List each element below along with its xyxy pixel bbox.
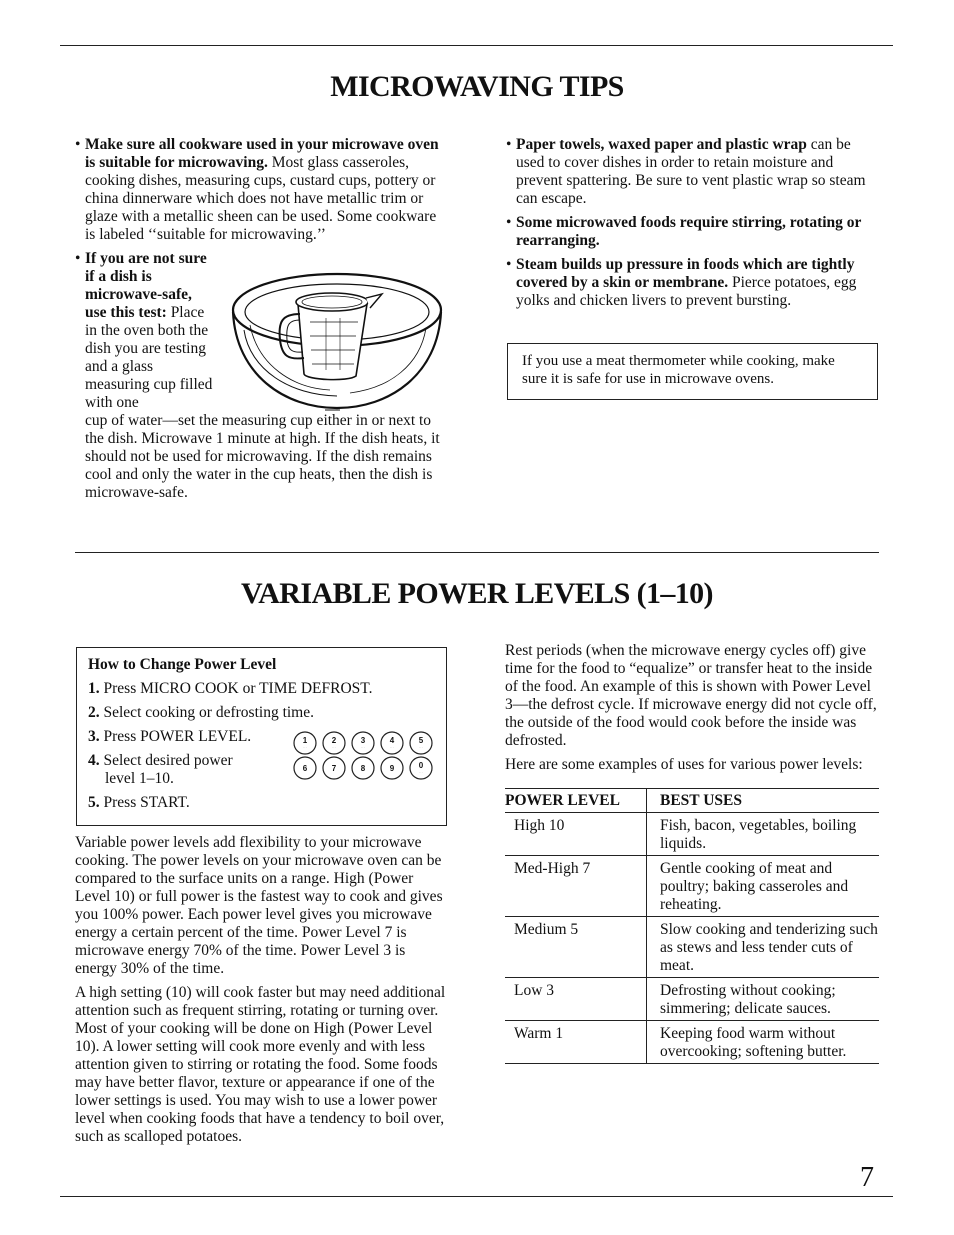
bullet-dot: •	[75, 250, 81, 267]
howto-title: How to Change Power Level	[88, 656, 277, 673]
tip-stirring	[506, 214, 880, 250]
tip-paper-towels-text: can be used to cover dishes in order to retain moisture and prevent spattering. Be sure to vent plastic wrap so steam can escape.	[516, 136, 866, 207]
step-text: Press START.	[103, 794, 190, 811]
tips-heading: MICROWAVING TIPS	[330, 70, 624, 103]
measuring-cup-in-bowl-icon	[230, 270, 445, 418]
step-text: Press MICRO COOK or TIME DEFROST.	[103, 680, 373, 697]
table-row	[505, 978, 879, 1021]
key-label: 2	[331, 736, 337, 745]
tips-left-column	[75, 136, 443, 502]
key-label: 1	[302, 736, 308, 745]
key-label: 3	[360, 736, 366, 745]
step-number: 4.	[88, 752, 100, 769]
svg-text:· · ·: · · ·	[360, 746, 366, 749]
column-header-best-uses: BEST USES	[660, 792, 743, 809]
svg-text:· · ·: · · ·	[331, 746, 337, 749]
table-header-row	[505, 789, 879, 813]
howto-box	[76, 647, 447, 826]
cell-power-level: Medium 5	[505, 917, 647, 978]
table-row	[505, 917, 879, 978]
howto-step	[88, 704, 435, 722]
tip-dish-test-continued: cup of water—set the measuring cup either in or next to the dish. Microwave 1 minute at high. If the dish heats, it should not be used for microwaving. If the dish remains cool and only the water in the cup heats, then the dish is microwave-safe.	[85, 412, 440, 501]
table-row	[505, 813, 879, 856]
tip-cookware-bold: Make sure all cookware used in your microwave oven is suitable for microwaving.	[85, 136, 439, 171]
key-label: 8	[360, 764, 366, 773]
cell-power-level: Med-High 7	[505, 856, 647, 917]
key-label: 7	[331, 764, 337, 773]
power-paragraph-4: Here are some examples of uses for various power levels:	[505, 756, 863, 773]
tip-cookware	[75, 136, 443, 244]
keypad-row-1	[294, 732, 432, 754]
svg-text:· · ·: · · ·	[302, 746, 308, 749]
key-1[interactable]	[294, 732, 316, 754]
middle-rule	[75, 552, 879, 553]
key-label: 5	[418, 736, 424, 745]
cell-best-uses: Fish, bacon, vegetables, boiling liquids.	[660, 817, 857, 852]
table-row	[505, 856, 879, 917]
tip-stirring-bold: Some microwaved foods require stirring, rotating or rearranging.	[516, 214, 862, 249]
step-number: 3.	[88, 728, 100, 745]
svg-text:· · ·: · · ·	[418, 746, 424, 749]
cell-best-uses: Gentle cooking of meat and poultry; baking casseroles and reheating.	[660, 860, 849, 913]
key-5[interactable]	[410, 732, 432, 754]
tip-paper-towels-bold: Paper towels, waxed paper and plastic wrap	[516, 136, 807, 153]
svg-text:· · ·: · · ·	[418, 771, 424, 774]
svg-text:· · ·: · · ·	[389, 746, 395, 749]
column-header-power-level: POWER LEVEL	[505, 789, 647, 813]
power-paragraph-2: A high setting (10) will cook faster but may need additional attention such as frequent stirring, rotating or turning over. Most of your cooking will be done on High (Power Level 10). A lower setting will cook more evenly and with less attention given to stirring or rotating the food. Some foods may have better flavor, texture or appearance if one of the lower settings is used. You may wish to use a lower power level when cooking foods that have a tendency to boil over, such as scalloped potatoes.	[75, 984, 446, 1145]
power-levels-table	[505, 788, 879, 1064]
step-text: Select desired power level 1–10.	[103, 752, 233, 787]
thermometer-note-box	[507, 343, 878, 400]
key-label: 0	[418, 761, 424, 770]
key-2[interactable]	[323, 732, 345, 754]
howto-step	[88, 752, 265, 788]
step-text: Select cooking or defrosting time.	[103, 704, 314, 721]
key-4[interactable]	[381, 732, 403, 754]
power-heading: VARIABLE POWER LEVELS (1–10)	[241, 577, 713, 610]
table-row	[505, 1021, 879, 1064]
cell-best-uses: Defrosting without cooking; simmering; delicate sauces.	[660, 982, 836, 1017]
key-6[interactable]	[294, 757, 316, 779]
key-label: 6	[302, 764, 308, 773]
keypad-row-2	[294, 757, 432, 779]
bottom-rule	[60, 1196, 893, 1197]
key-0[interactable]	[410, 757, 432, 779]
tips-right-column	[506, 136, 880, 316]
bullet-dot: •	[75, 136, 81, 153]
power-paragraph-1: Variable power levels add flexibility to your microwave cooking. The power levels on your microwave oven can be compared to the surface units on a range. High (Power Level 10) or full power is the fastest way to cook and gives you 100% power. Each power level gives you microwave energy a certain percent of the time. Power Level 7 is microwave energy 70% of the time. Power Level 3 is energy 30% of the time.	[75, 834, 443, 977]
tip-steam	[506, 256, 880, 310]
number-keypad	[291, 730, 437, 782]
step-text: Press POWER LEVEL.	[103, 728, 252, 745]
cell-power-level: Warm 1	[505, 1021, 647, 1064]
cell-best-uses: Keeping food warm without overcooking; softening butter.	[660, 1025, 847, 1060]
key-7[interactable]	[323, 757, 345, 779]
tip-cookware-text: Most glass casseroles, cooking dishes, measuring cups, custard cups, pottery or china dinnerware which does not have metallic trim or glaze with a metallic sheen can be used. Some cookware is labeled ‘‘suitable for microwaving.’’	[85, 154, 437, 243]
howto-step	[88, 680, 435, 698]
step-number: 1.	[88, 680, 100, 697]
thermometer-note: If you use a meat thermometer while cooking, make sure it is safe for use in microwave ovens.	[522, 353, 835, 387]
key-label: 4	[389, 736, 395, 745]
power-paragraph-3: Rest periods (when the microwave energy cycles off) give time for the food to “equalize” or transfer heat to the inside of the food. An example of this is shown with Power Level 3—the defrost cycle. If microwave energy did not cycle off, the outside of the food would cook before the inside was defrosted.	[505, 642, 877, 749]
cell-power-level: Low 3	[505, 978, 647, 1021]
tip-dish-test-text: Place in the oven both the dish you are testing and a glass measuring cup filled with one	[85, 304, 213, 411]
key-label: 9	[389, 764, 395, 773]
bullet-dot: •	[506, 214, 512, 231]
page-number: 7	[860, 1162, 874, 1193]
howto-step	[88, 794, 435, 812]
key-3[interactable]	[352, 732, 374, 754]
tip-steam-bold: Steam builds up pressure in foods which are tightly covered by a skin or membrane.	[516, 256, 855, 291]
power-left-text	[75, 834, 451, 1152]
step-number: 2.	[88, 704, 100, 721]
top-rule	[60, 45, 893, 46]
bullet-dot: •	[506, 256, 512, 273]
tip-steam-text: Pierce potatoes, egg yolks and chicken livers to prevent bursting.	[516, 274, 857, 309]
cell-best-uses: Slow cooking and tenderizing such as stews and less tender cuts of meat.	[660, 921, 878, 974]
power-right-column	[505, 642, 879, 1064]
key-8[interactable]	[352, 757, 374, 779]
tip-dish-test-bold: If you are not sure if a dish is microwave-safe, use this test:	[85, 250, 207, 321]
tip-paper-towels	[506, 136, 880, 208]
bullet-dot: •	[506, 136, 512, 153]
step-number: 5.	[88, 794, 100, 811]
key-9[interactable]	[381, 757, 403, 779]
cell-power-level: High 10	[505, 813, 647, 856]
